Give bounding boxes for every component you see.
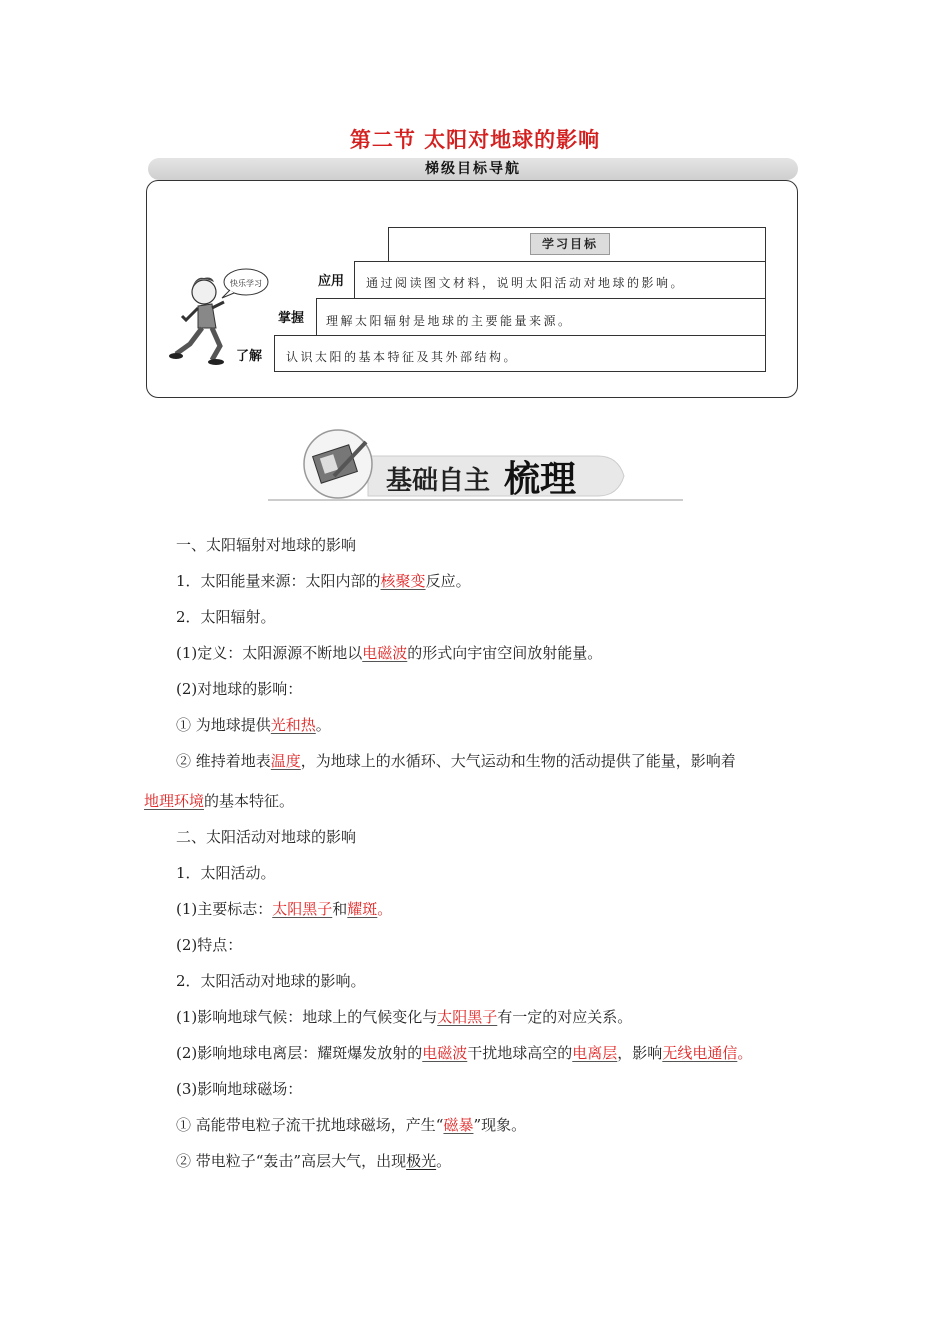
goal-text-understand: 认识太阳的基本特征及其外部结构。	[286, 350, 519, 364]
section-header-emphasis: 梳理	[504, 458, 577, 500]
level-label-apply: 应用	[318, 274, 345, 289]
answer-blank: 耀斑	[347, 900, 378, 918]
point-aurora: ② 带电粒子“轰击”高层大气，出现极光。	[176, 1152, 452, 1170]
point-activity-effects: 2．太阳活动对地球的影响。	[176, 972, 366, 990]
point-magnetic-field: (3)影响地球磁场：	[176, 1080, 303, 1098]
answer-blank: 光和热	[270, 716, 316, 734]
mascot-bubble-text: 快乐学习	[230, 279, 262, 288]
point-ionosphere: (2)影响地球电离层：耀斑爆发放射的电磁波干扰地球高空的电离层，影响无线电通信。	[176, 1044, 753, 1062]
point-definition: (1)定义：太阳源源不断地以电磁波的形式向宇宙空间放射能量。	[176, 644, 603, 662]
answer-blank: 温度	[270, 752, 301, 770]
point-features: (2)特点：	[176, 936, 243, 954]
goal-text-apply: 通过阅读图文材料，说明太阳活动对地球的影响。	[366, 276, 686, 290]
point-main-signs: (1)主要标志：太阳黑子和耀斑。	[176, 900, 393, 918]
goal-text-master: 理解太阳辐射是地球的主要能量来源。	[326, 314, 573, 328]
section-header-graphic	[268, 428, 688, 508]
section-bar: 梯级目标导航	[148, 158, 798, 180]
point-temperature-cont: 地理环境的基本特征。	[144, 792, 295, 810]
level-label-master: 掌握	[278, 311, 305, 326]
running-boy-mascot	[168, 262, 278, 372]
page-title: 第二节 太阳对地球的影响	[349, 127, 601, 152]
level-label-understand: 了解	[236, 349, 263, 364]
heading-solar-activity: 二、太阳活动对地球的影响	[176, 828, 357, 846]
point-magnetic-storm: ① 高能带电粒子流干扰地球磁场，产生“磁暴”现象。	[176, 1116, 527, 1134]
answer-blank: 极光	[406, 1152, 437, 1170]
point-energy-source: 1．太阳能量来源：太阳内部的核聚变反应。	[176, 572, 471, 590]
answer-blank: 地理环境	[144, 792, 205, 810]
answer-blank: 无线电通信	[662, 1044, 738, 1062]
point-climate: (1)影响地球气候：地球上的气候变化与太阳黑子有一定的对应关系。	[176, 1008, 633, 1026]
answer-blank: 电磁波	[362, 644, 408, 662]
heading-solar-radiation: 一、太阳辐射对地球的影响	[176, 536, 357, 554]
answer-blank: 太阳黑子	[437, 1008, 498, 1026]
point-solar-activity: 1．太阳活动。	[176, 864, 276, 882]
answer-blank: 核聚变	[380, 572, 426, 590]
point-temperature: ② 维持着地表温度，为地球上的水循环、大气运动和生物的活动提供了能量，影响着	[176, 752, 736, 770]
answer-blank: 电离层	[572, 1044, 618, 1062]
answer-blank: 磁暴	[443, 1116, 474, 1134]
point-solar-radiation: 2．太阳辐射。	[176, 608, 276, 626]
goals-header: 学习目标	[530, 233, 610, 255]
point-effects: (2)对地球的影响：	[176, 680, 303, 698]
answer-blank: 太阳黑子	[272, 900, 333, 918]
point-light-heat: ① 为地球提供光和热。	[176, 716, 331, 734]
section-header-text: 基础自主	[386, 466, 491, 496]
answer-blank: 电磁波	[422, 1044, 468, 1062]
